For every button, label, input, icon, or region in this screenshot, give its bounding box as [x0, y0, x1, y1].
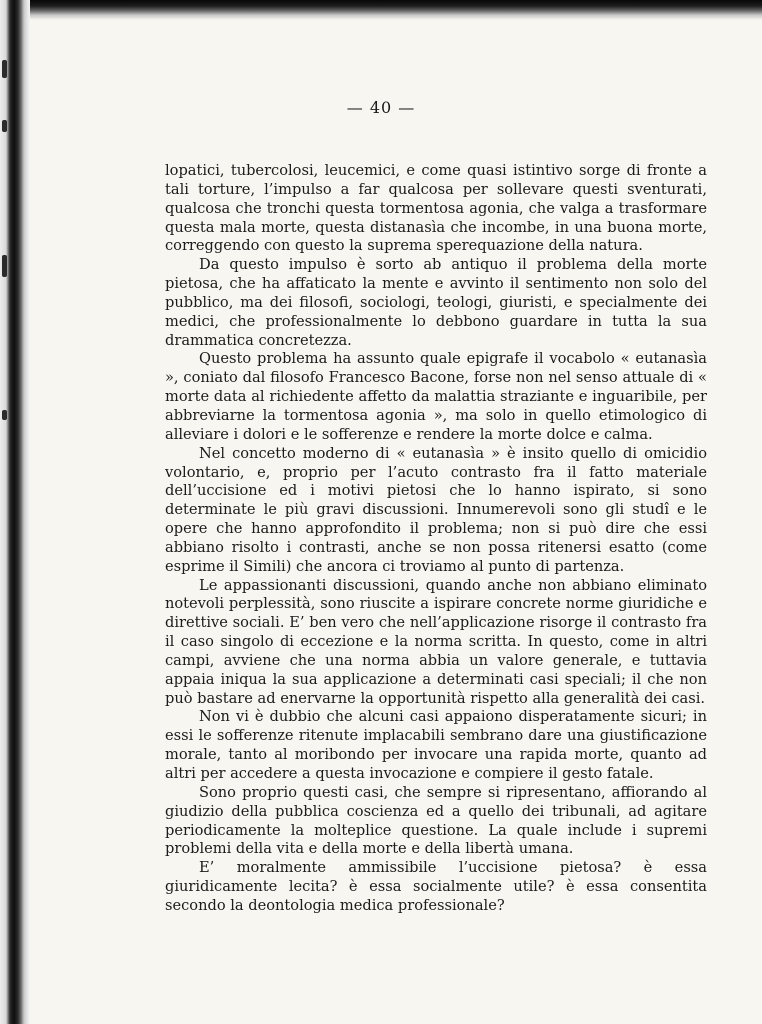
paragraph: Nel concetto moderno di « eutanasìa » è insito quello di omicidio volontario, e, proprio per l’acuto contrasto fra il fatto materiale dell’uccisione ed i motivi pietosi che lo hanno ispirato, si sono determinate le più gravi discussioni. Innumerevoli sono gli studî e le opere che hanno approfondito il problema; non si può dire che essi abbiano risolto i contrasti, anche se non possa ritenersi esatto (come esprime il Simili) che ancora ci troviamo al punto di partenza. [165, 444, 707, 575]
page-number: — 40 — [346, 98, 416, 117]
paragraph: lopatici, tubercolosi, leucemici, e come quasi istintivo sorge di fronte a tali torture, l’impulso a far qualcosa per sollevare questi sventurati, qualcosa che tronchi questa tormentosa agonia, che valga a trasformare questa mala morte, questa distanasìa che incombe, in una buona morte, correggendo con questo la suprema sperequazione della natura. [165, 162, 707, 255]
paragraph: Da questo impulso è sorto ab antiquo il problema della morte pietosa, che ha affaticato la mente e avvinto il sentimento non solo del pubblico, ma dei filosofi, sociologi, teologi, giuristi, e specialmente dei medici, che professionalmente lo debbono guardare in tutta la sua drammatica concretezza. [165, 256, 707, 349]
paragraph: Questo problema ha assunto quale epigrafe il vocabolo « eutanasìa », coniato dal filosofo Francesco Bacone, forse non nel senso attuale di « morte data al richiedente affetto da malattia straziante e inguaribile, per abbreviarne la tormentosa agonia », ma solo in quello etimologico di alleviare i dolori e le sofferenze e rendere la morte dolce e calma. [165, 350, 707, 443]
spine-mark [2, 255, 7, 277]
body-text [165, 162, 707, 916]
page-top-shadow [30, 0, 762, 20]
book-spine-shadow [0, 0, 30, 1024]
spine-mark [2, 120, 7, 132]
paragraph: Le appassionanti discussioni, quando anche non abbiano eliminato notevoli perplessità, sono riuscite a ispirare concrete norme giuridiche e direttive sociali. E’ ben vero che nell’applicazione risorge il contrasto fra il caso singolo di eccezione e la norma scritta. In questo, come in altri campi, avviene che una norma abbia un valore generale, e tuttavia appaia iniqua la sua applicazione a determinati casi speciali; il che non può bastare ad enervarne la opportunità rispetto alla generalità dei casi. [165, 576, 707, 707]
spine-mark [2, 60, 7, 78]
paragraph: E’ moralmente ammissibile l’uccisione pietosa? è essa giuridicamente lecita? è essa socialmente utile? è essa consentita secondo la deontologia medica professionale? [165, 859, 707, 914]
spine-mark [2, 410, 7, 420]
paragraph: Non vi è dubbio che alcuni casi appaiono disperatamente sicuri; in essi le sofferenze ritenute implacabili sembrano dare una giustificazione morale, tanto al moribondo per invocare una rapida morte, quanto ad altri per accedere a questa invocazione e compiere il gesto fatale. [165, 708, 707, 782]
paragraph: Sono proprio questi casi, che sempre si ripresentano, affiorando al giudizio della pubblica coscienza ed a quello dei tribunali, ad agitare periodicamente la molteplice questione. La quale include i supremi problemi della vita e della morte e della libertà umana. [165, 783, 707, 858]
